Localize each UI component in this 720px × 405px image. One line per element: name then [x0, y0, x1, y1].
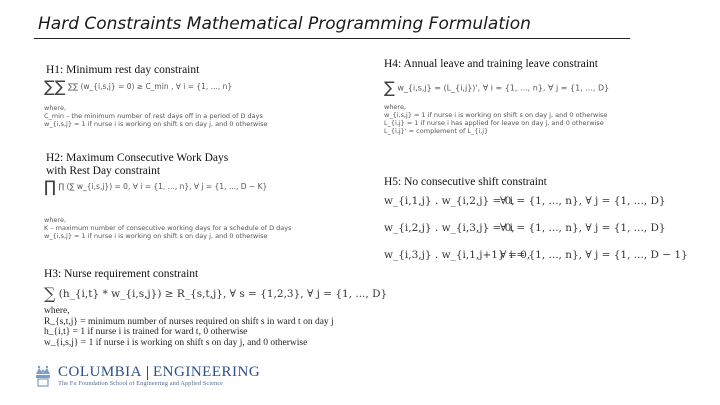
- h1-formula: [44, 77, 267, 96]
- h5-block: [384, 176, 547, 189]
- h1-def-2: w_{i,s,j} = 1 if nurse i is working on shift s on day j, and 0 otherwise: [44, 120, 268, 128]
- h4-formula: [384, 78, 610, 97]
- h1-header: H1: Minimum rest day constraint: [46, 64, 200, 76]
- sum-icon: ∑: [384, 78, 395, 97]
- h1-formula-block: [44, 77, 268, 128]
- h4-header: H4: Annual leave and training leave constraint: [384, 58, 598, 70]
- h5-eq-2-quantifier: ∀ i = {1, ..., n}, ∀ j = {1, ..., D}: [500, 222, 666, 234]
- logo-columbia: COLUMBIA: [58, 364, 143, 380]
- h2-header-line1: H2: Maximum Consecutive Work Days: [46, 152, 229, 164]
- h3-formula-text: (h_{i,t} * w_{i,s,j}) ≥ R_{s,t,j}, ∀ s = {1,2,3}, ∀ j = {1, ..., D}: [58, 288, 388, 300]
- h2-block: [46, 152, 228, 178]
- h4-def-1: w_{i,s,j} = 1 if nurse i is working on shift s on day j, and 0 otherwise: [384, 111, 608, 119]
- sum-icon: ∑∑: [44, 77, 66, 96]
- logo-subtitle: The Fu Foundation School of Engineering and Applied Science: [58, 380, 223, 387]
- h3-block: [44, 268, 387, 348]
- sum-icon: ∑: [44, 284, 56, 303]
- h4-formula-text: w_{i,s,j} = (L_{i,j})', ∀ i = {1, ..., n}, ∀ j = {1, ..., D}: [397, 83, 610, 93]
- h3-def-3: w_{i,s,j} = 1 if nurse i is working on shift s on day j, and 0 otherwise: [44, 337, 308, 348]
- h2-formula: [44, 177, 292, 196]
- columbia-engineering-logo: [34, 364, 260, 388]
- h5-eq-3: w_{i,3,j} . w_{i,1,j+1} = 0,: [384, 249, 531, 261]
- h5-header: H5: No consecutive shift constraint: [384, 176, 547, 188]
- h2-formula-block: [44, 177, 292, 240]
- h1-where: where,: [44, 104, 67, 112]
- h3-where: where,: [44, 306, 70, 316]
- h3-def-2: h_{i,t} = 1 if nurse i is trained for ward t, 0 otherwise: [44, 327, 248, 337]
- h2-where: where,: [44, 216, 67, 224]
- h2-def-1: K – maximum number of consecutive working days for a schedule of D days: [44, 224, 292, 232]
- h4-def-2: L_{i,j} = 1 if nurse i has applied for leave on day j, and 0 otherwise: [384, 119, 604, 127]
- logo-divider: [147, 366, 148, 380]
- h4-where: where,: [384, 103, 407, 111]
- h5-eq-3-quantifier: ∀ i = {1, ..., n}, ∀ j = {1, ..., D − 1}: [500, 249, 688, 261]
- logo-engineering: ENGINEERING: [153, 364, 261, 380]
- h1-formula-text: ∑∑ (w_{i,s,j} = 0) ≥ C_min , ∀ i = {1, ..., n}: [67, 82, 233, 91]
- h2-def-2: w_{i,s,j} = 1 if nurse i is working on shift s on day j, and 0 otherwise: [44, 232, 268, 240]
- h5-eq-1-quantifier: ∀ i = {1, ..., n}, ∀ j = {1, ..., D}: [500, 195, 666, 207]
- title-underline: [34, 38, 630, 39]
- h3-def-1: R_{s,t,j} = minimum number of nurses required on shift s in ward t on day j: [44, 316, 334, 327]
- h5-eq-1: w_{i,1,j} . w_{i,2,j} = 0,: [384, 195, 515, 207]
- h2-formula-text: ∏ (∑ w_{i,s,j}) = 0, ∀ i = {1, ..., n}, ∀ j = {1, ..., D − K}: [58, 182, 268, 191]
- h4-def-3: L_{i,j}' = complement of L_{i,j}: [384, 127, 489, 135]
- h5-eq-2: w_{i,2,j} . w_{i,3,j} = 0,: [384, 222, 515, 234]
- crown-icon: [34, 364, 52, 388]
- h3-formula: [44, 284, 388, 303]
- h1-block: [46, 64, 199, 77]
- page-title: Hard Constraints Mathematical Programming Formulation: [38, 14, 531, 34]
- h1-def-1: C_min – the minimum number of rest days off in a period of D days: [44, 112, 263, 120]
- product-icon: ∏: [44, 177, 57, 196]
- h3-header: H3: Nurse requirement constraint: [44, 268, 199, 280]
- h4-block: [384, 58, 609, 135]
- h2-header-line2: with Rest Day constraint: [46, 165, 161, 177]
